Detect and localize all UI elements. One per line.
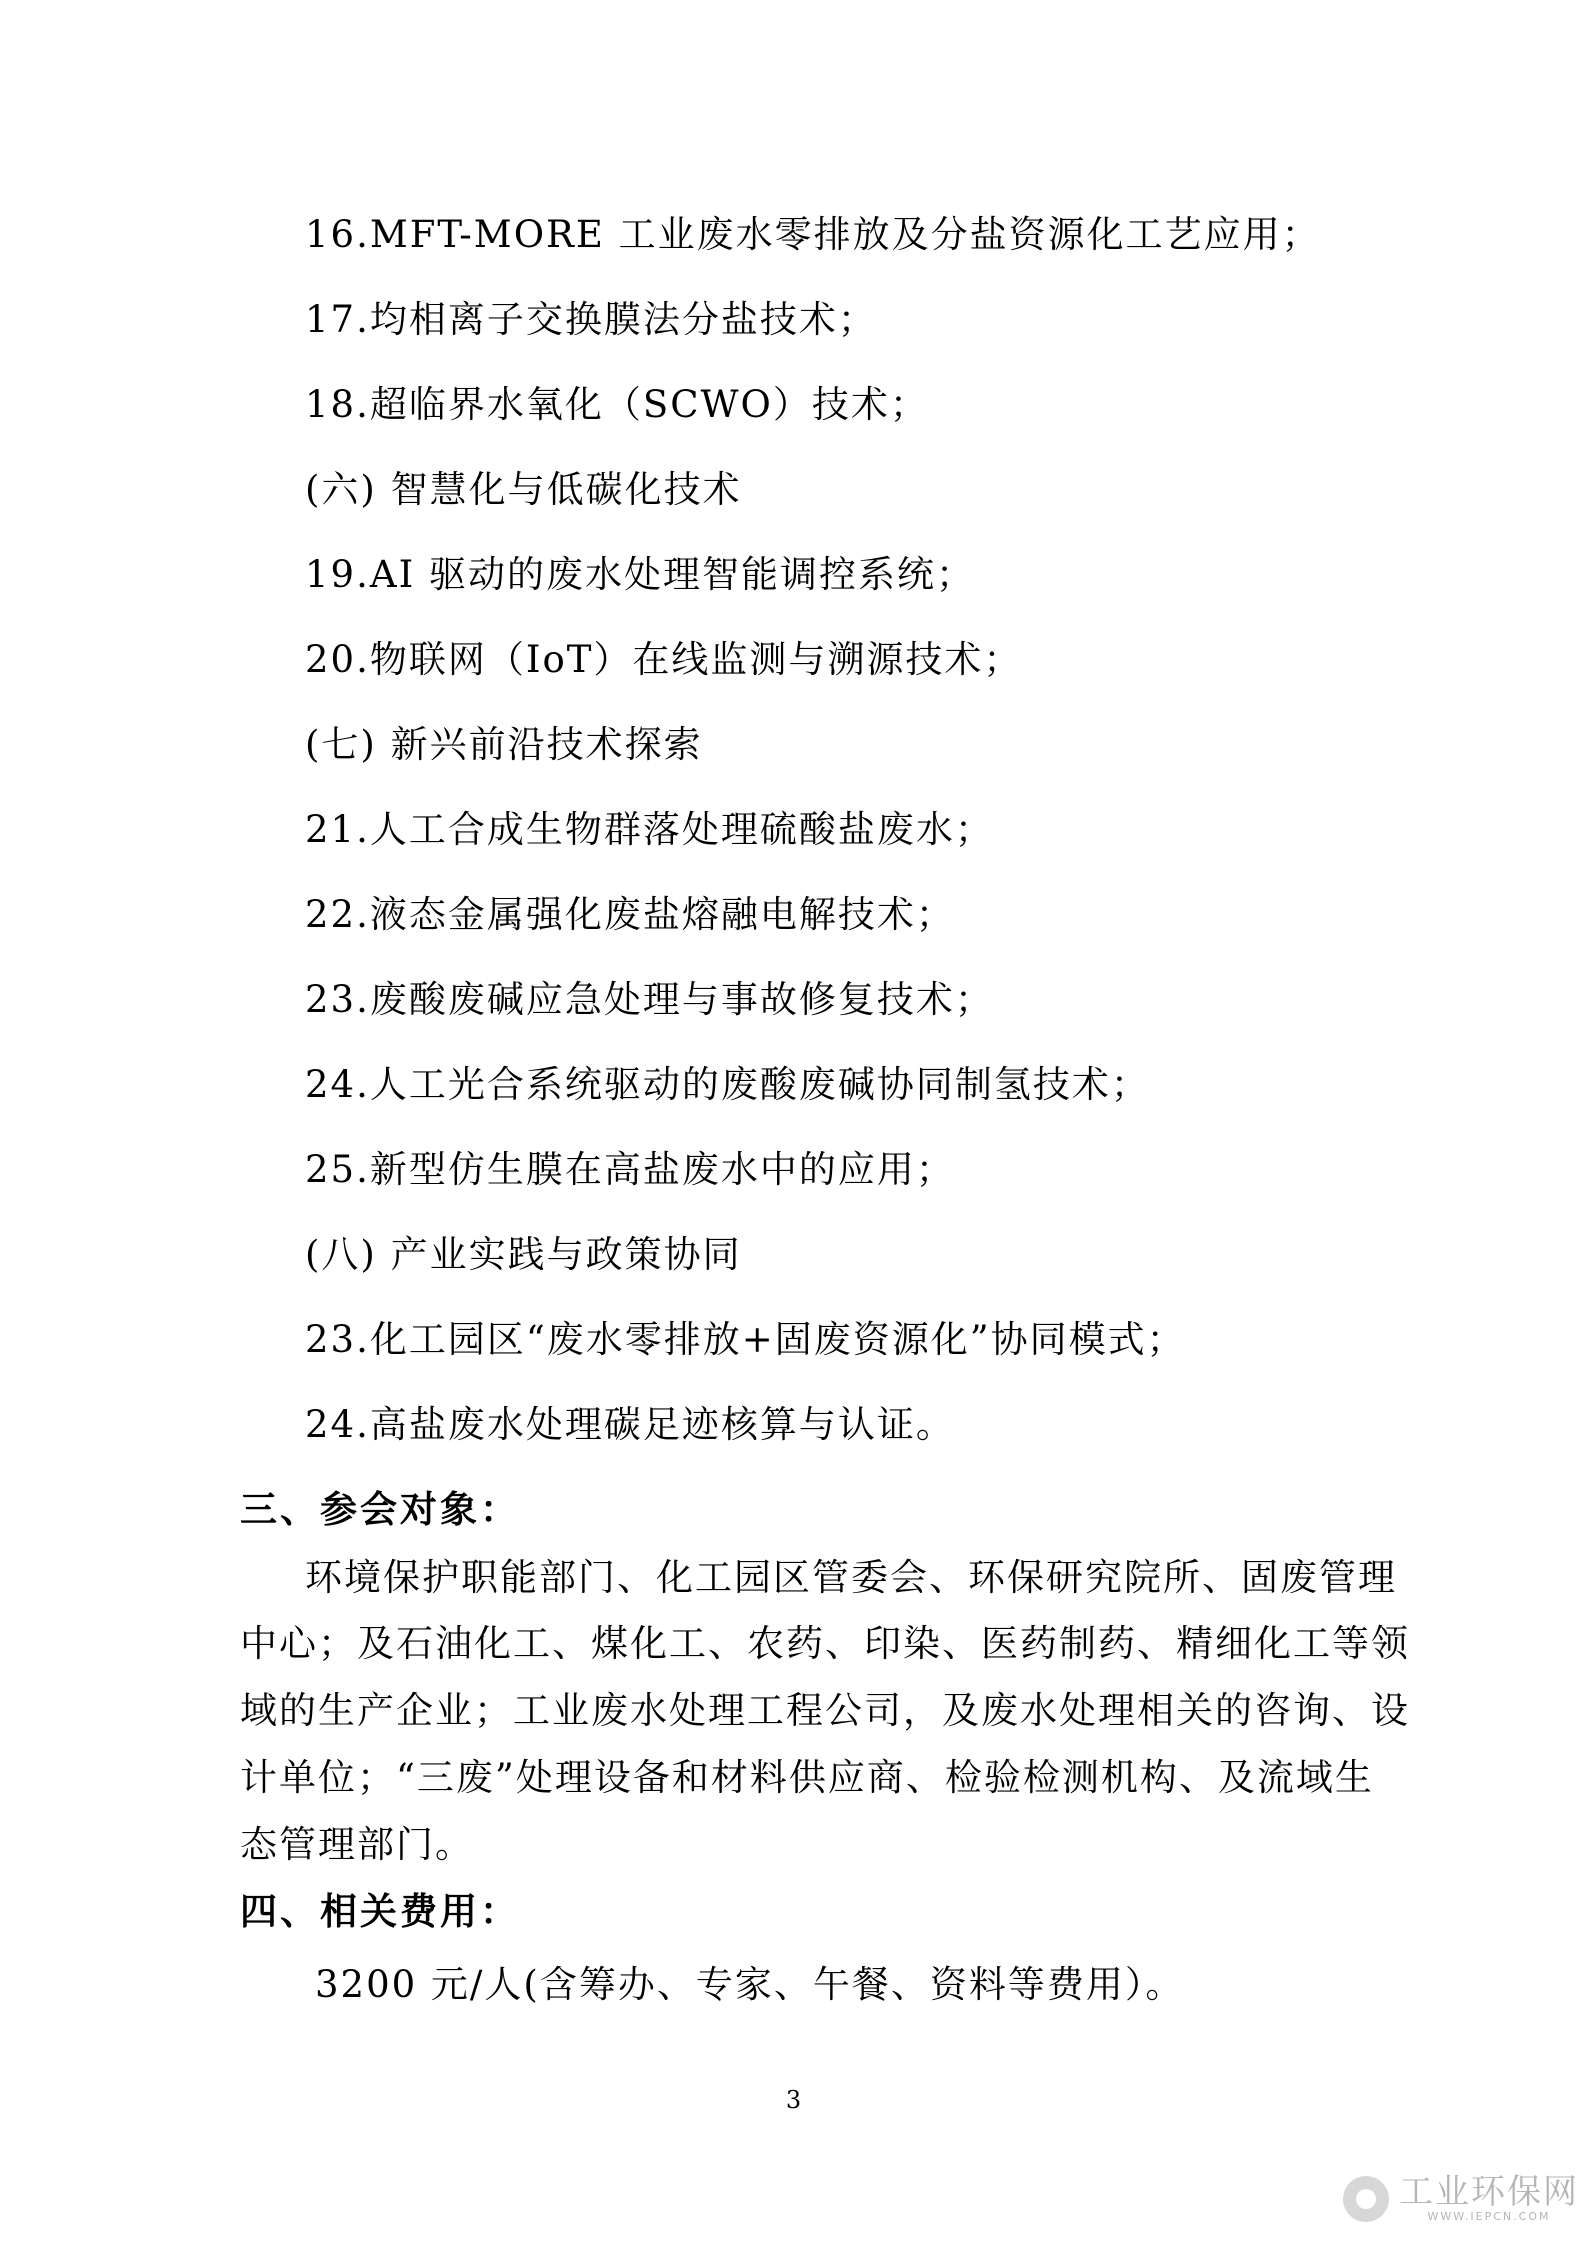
- watermark-logo-icon: [1343, 2176, 1389, 2222]
- list-item-23: 23.废酸废碱应急处理与事故修复技术；: [305, 978, 994, 1021]
- subheading-7: (七) 新兴前沿技术探索: [305, 723, 703, 766]
- list-item-25: 25.新型仿生膜在高盐废水中的应用；: [305, 1148, 955, 1191]
- attendees-line-2: 中心；及石油化工、煤化工、农药、印染、医药制药、精细化工等领: [240, 1622, 1410, 1665]
- section-heading-fees: 四、相关费用：: [240, 1890, 520, 1933]
- list-item-18: 18.超临界水氧化（SCWO）技术；: [305, 383, 929, 426]
- watermark-url: WWW.IEPCN.COM: [1427, 2210, 1551, 2223]
- page-number: 3: [785, 2086, 802, 2114]
- watermark: [1343, 2174, 1579, 2223]
- list-item-22: 22.液态金属强化废盐熔融电解技术；: [305, 893, 955, 936]
- attendees-line-3: 域的生产企业；工业废水处理工程公司，及废水处理相关的咨询、设: [240, 1689, 1410, 1732]
- list-item-20: 20.物联网（IoT）在线监测与溯源技术；: [305, 638, 1023, 681]
- section-heading-attendees: 三、参会对象：: [240, 1488, 520, 1531]
- attendees-line-4: 计单位；“三废”处理设备和材料供应商、检验检测机构、及流域生: [240, 1756, 1374, 1799]
- fee-text: 3200 元/人(含筹办、专家、午餐、资料等费用）。: [315, 1963, 1185, 2006]
- list-item-16: 16.MFT-MORE 工业废水零排放及分盐资源化工艺应用；: [305, 213, 1321, 256]
- list-item-24: 24.人工光合系统驱动的废酸废碱协同制氢技术；: [305, 1063, 1150, 1106]
- list-item-19: 19.AI 驱动的废水处理智能调控系统；: [305, 553, 975, 596]
- list-item-17: 17.均相离子交换膜法分盐技术；: [305, 298, 877, 341]
- subheading-6: (六) 智慧化与低碳化技术: [305, 468, 742, 511]
- list-item-24b: 24.高盐废水处理碳足迹核算与认证。: [305, 1403, 955, 1446]
- watermark-name: 工业环保网: [1399, 2172, 1579, 2212]
- subheading-8: (八) 产业实践与政策协同: [305, 1233, 742, 1276]
- list-item-21: 21.人工合成生物群落处理硫酸盐废水；: [305, 808, 994, 851]
- list-item-23b: 23.化工园区“废水零排放+固废资源化”协同模式；: [305, 1318, 1186, 1361]
- attendees-line-1: 环境保护职能部门、化工园区管委会、环保研究院所、固废管理: [305, 1556, 1397, 1599]
- attendees-line-5: 态管理部门。: [240, 1823, 474, 1866]
